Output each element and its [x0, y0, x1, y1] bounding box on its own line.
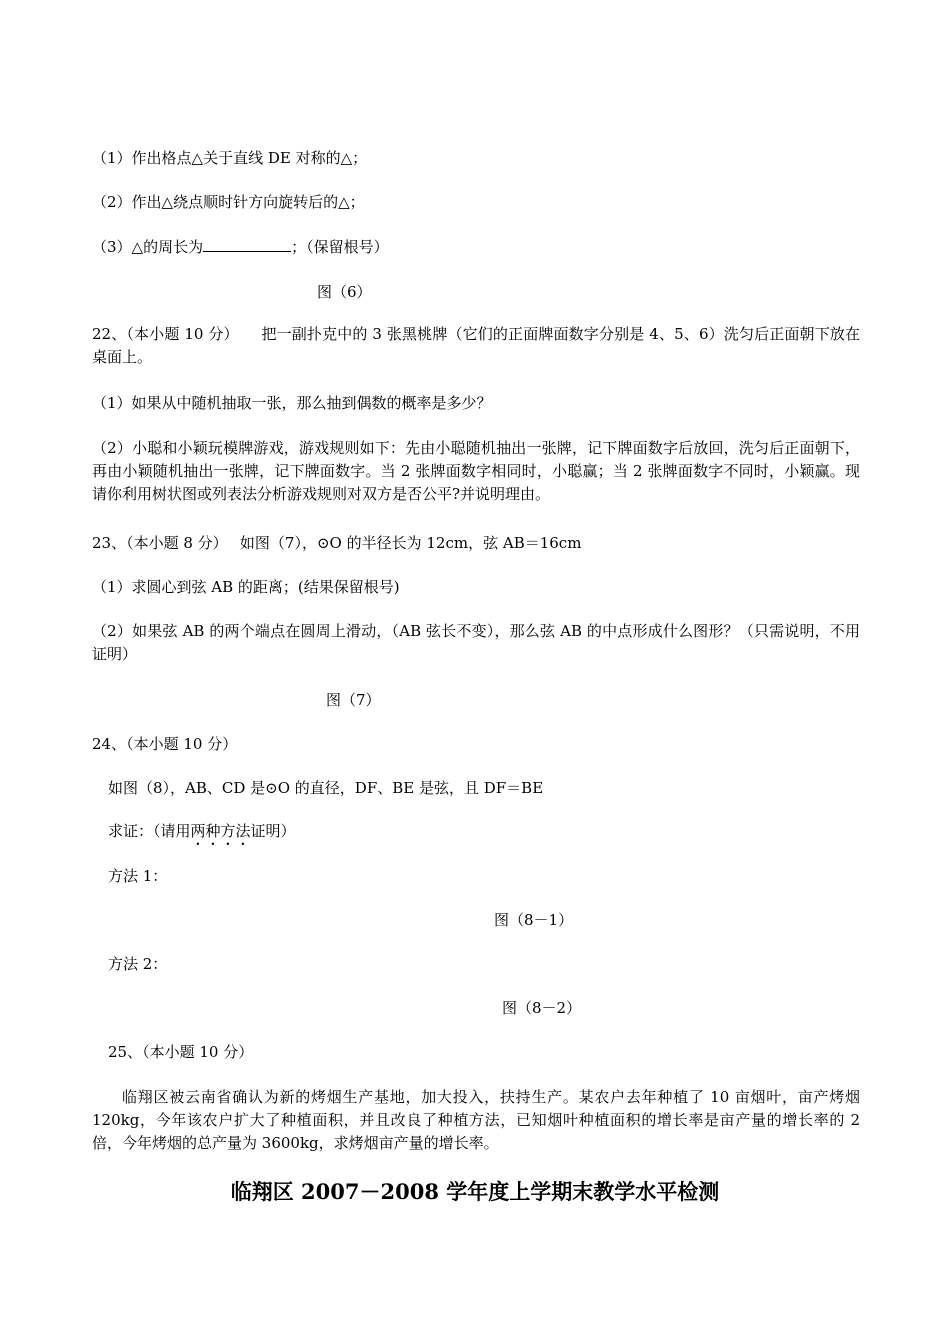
q24-header: 24、（本小题 10 分）	[92, 735, 238, 753]
q24-stem: 如图（8），AB、CD 是⊙O 的直径，DF、BE 是弦，且 DF＝BE	[108, 779, 544, 797]
q24-prove-suffix: 证明）	[250, 822, 296, 840]
q25-body: 临翔区被云南省确认为新的烤烟生产基地，加大投入，扶持生产。某农户去年种植了 10 亩烟叶，亩产烤烟 120kg，今年该农户扩大了种植面积，并且改良了种植方法，已知烟叶种植面积的增长率是亩产量的增长率的 2 倍，今年烤烟的总产量为 3600kg，求烤烟亩产量的增长率。	[92, 1088, 860, 1152]
next-exam-title: 临翔区 2007－2008 学年度上学期末教学水平检测	[230, 1179, 720, 1204]
q24-prove-prefix: 求证：（请用	[108, 822, 191, 840]
figure-7-caption: 图（7）	[326, 691, 381, 709]
figure-6-caption: 图（6）	[317, 283, 372, 301]
q22-sub1: （1）如果从中随机抽取一张，那么抽到偶数的概率是多少？	[92, 394, 492, 412]
q25-header: 25、（本小题 10 分）	[108, 1043, 254, 1061]
q21-sub1: （1）作出格点△关于直线 DE 对称的△；	[92, 149, 368, 167]
q24-prove	[108, 821, 296, 849]
q21-sub3	[92, 237, 389, 257]
q22-header: 22、（本小题 10 分） 把一副扑克中的 3 张黑桃牌（它们的正面牌面数字分别是 4、5、6）洗匀后正面朝下放在桌面上。	[92, 325, 860, 366]
q22-sub2: （2）小聪和小颖玩模牌游戏，游戏规则如下：先由小聪随机抽出一张牌，记下牌面数字后放回，洗匀后正面朝下，再由小颖随机抽出一张牌，记下牌面数字。当 2 张牌面数字相同时，小聪赢；当 2 张牌面数字不同时，小颖赢。现请你利用树状图或列表法分析游戏规则对双方是否公平?并说明理由。	[92, 439, 860, 503]
q21-sub3-suffix: ；（保留根号）	[291, 238, 389, 256]
q23-header: 23、（本小题 8 分） 如图（7），⊙O 的半径长为 12cm，弦 AB＝16cm	[92, 534, 582, 552]
q24-method1: 方法 1：	[108, 867, 168, 885]
figure-8-2-caption: 图（8－2）	[502, 999, 582, 1017]
q21-sub3-prefix: （3）△的周长为	[92, 238, 204, 256]
answer-blank	[203, 237, 291, 252]
q24-method2: 方法 2：	[108, 955, 168, 973]
q23-sub2: （2）如果弦 AB 的两个端点在圆周上滑动，（AB 弦长不变），那么弦 AB 的中点形成什么图形？（只需说明，不用证明）	[92, 622, 860, 663]
figure-8-1-caption: 图（8－1）	[494, 911, 574, 929]
q23-sub1: （1）求圆心到弦 AB 的距离；(结果保留根号)	[92, 578, 400, 596]
q24-prove-emphasis: 两种方法	[190, 822, 251, 840]
q21-sub2: （2）作出△绕点顺时针方向旋转后的△；	[92, 193, 365, 211]
